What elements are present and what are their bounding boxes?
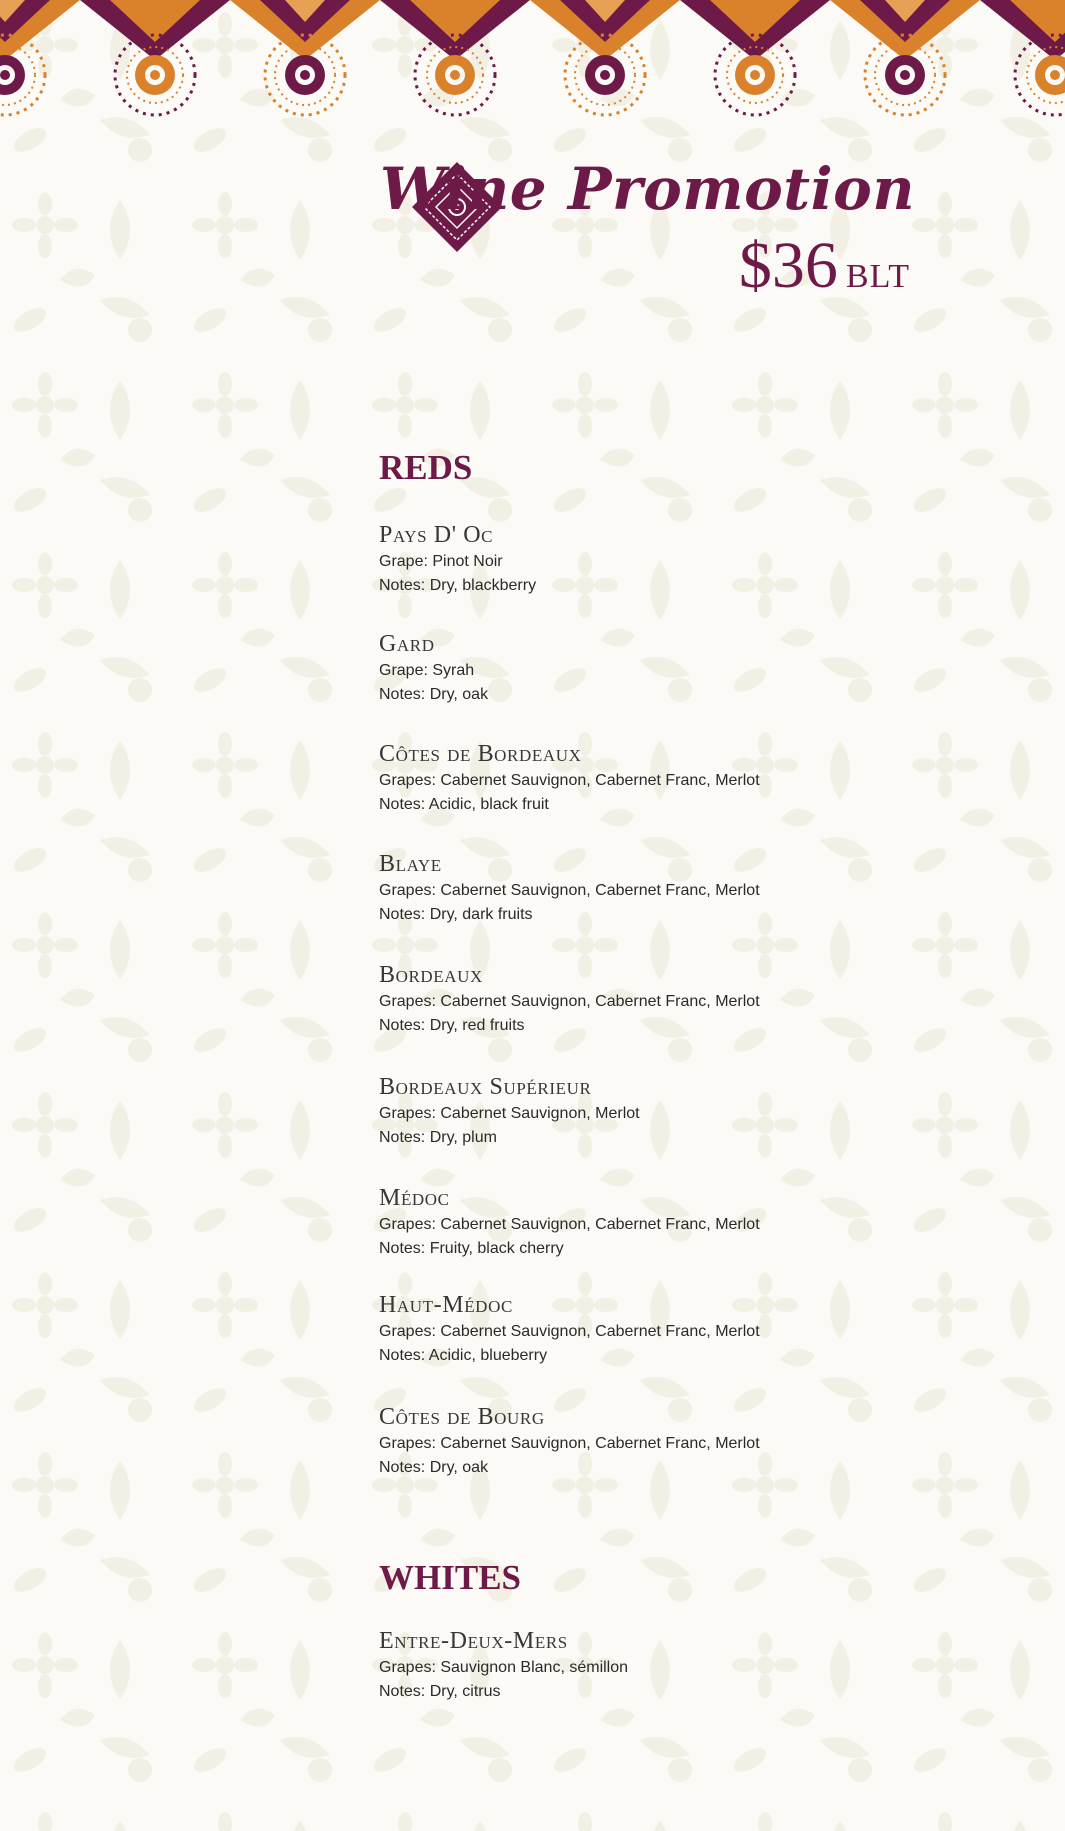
wine-notes: Notes: Acidic, black fruit	[379, 796, 549, 813]
wine-notes: Notes: Dry, oak	[379, 1459, 489, 1476]
page-title: Wine Promotion	[379, 155, 915, 223]
price-value: $36	[738, 229, 838, 302]
wine-grapes: Grapes: Cabernet Sauvignon, Cabernet Franc, Merlot	[379, 1435, 760, 1452]
wine-name: Côtes de Bordeaux	[379, 741, 582, 767]
wine-grapes: Grapes: Sauvignon Blanc, sémillon	[379, 1659, 629, 1676]
wine-item	[379, 1626, 628, 1704]
wine-item	[379, 1402, 760, 1480]
wine-notes: Notes: Dry, blackberry	[379, 577, 537, 594]
wine-name: Haut-Médoc	[379, 1292, 513, 1318]
wine-notes: Notes: Dry, dark fruits	[379, 906, 533, 923]
wine-name: Côtes de Bourg	[379, 1404, 545, 1430]
wine-item	[379, 739, 760, 817]
wine-name: Gard	[379, 631, 435, 657]
wine-grapes: Grapes: Cabernet Sauvignon, Cabernet Franc, Merlot	[379, 1323, 760, 1340]
wine-grapes: Grapes: Cabernet Sauvignon, Cabernet Franc, Merlot	[379, 1216, 760, 1233]
wine-item	[379, 1290, 760, 1368]
wine-name: Pays D' Oc	[379, 522, 494, 548]
wine-item	[379, 849, 760, 927]
section-title: WHITES	[379, 1558, 521, 1597]
section-reds	[379, 448, 472, 488]
wine-notes: Notes: Acidic, blueberry	[379, 1347, 548, 1364]
wine-item	[379, 520, 536, 598]
price-unit: BLT	[845, 258, 910, 295]
wine-notes: Notes: Dry, citrus	[379, 1683, 501, 1700]
wine-name: Bordeaux Supérieur	[379, 1074, 592, 1100]
wine-name: Entre-Deux-Mers	[379, 1628, 568, 1654]
header	[0, 0, 1065, 320]
wine-grapes: Grapes: Cabernet Sauvignon, Cabernet Franc, Merlot	[379, 882, 760, 899]
wine-grapes: Grapes: Cabernet Sauvignon, Cabernet Franc, Merlot	[379, 993, 760, 1010]
wine-name: Médoc	[379, 1185, 450, 1211]
wine-item	[379, 1183, 760, 1261]
section-title: REDS	[379, 448, 473, 487]
wine-notes: Notes: Dry, oak	[379, 686, 489, 703]
section-whites	[379, 1558, 521, 1598]
wine-item	[379, 1072, 640, 1150]
wine-item	[379, 629, 488, 707]
wine-name: Blaye	[379, 851, 442, 877]
wine-notes: Notes: Dry, plum	[379, 1129, 497, 1146]
wine-grapes: Grapes: Cabernet Sauvignon, Merlot	[379, 1105, 640, 1122]
wine-grapes: Grape: Syrah	[379, 662, 475, 679]
wine-grapes: Grape: Pinot Noir	[379, 553, 503, 570]
wine-item	[379, 960, 760, 1038]
price-tag	[739, 228, 910, 304]
wine-name: Bordeaux	[379, 962, 483, 988]
wine-grapes: Grapes: Cabernet Sauvignon, Cabernet Franc, Merlot	[379, 772, 760, 789]
wine-notes: Notes: Fruity, black cherry	[379, 1240, 564, 1257]
wine-notes: Notes: Dry, red fruits	[379, 1017, 525, 1034]
